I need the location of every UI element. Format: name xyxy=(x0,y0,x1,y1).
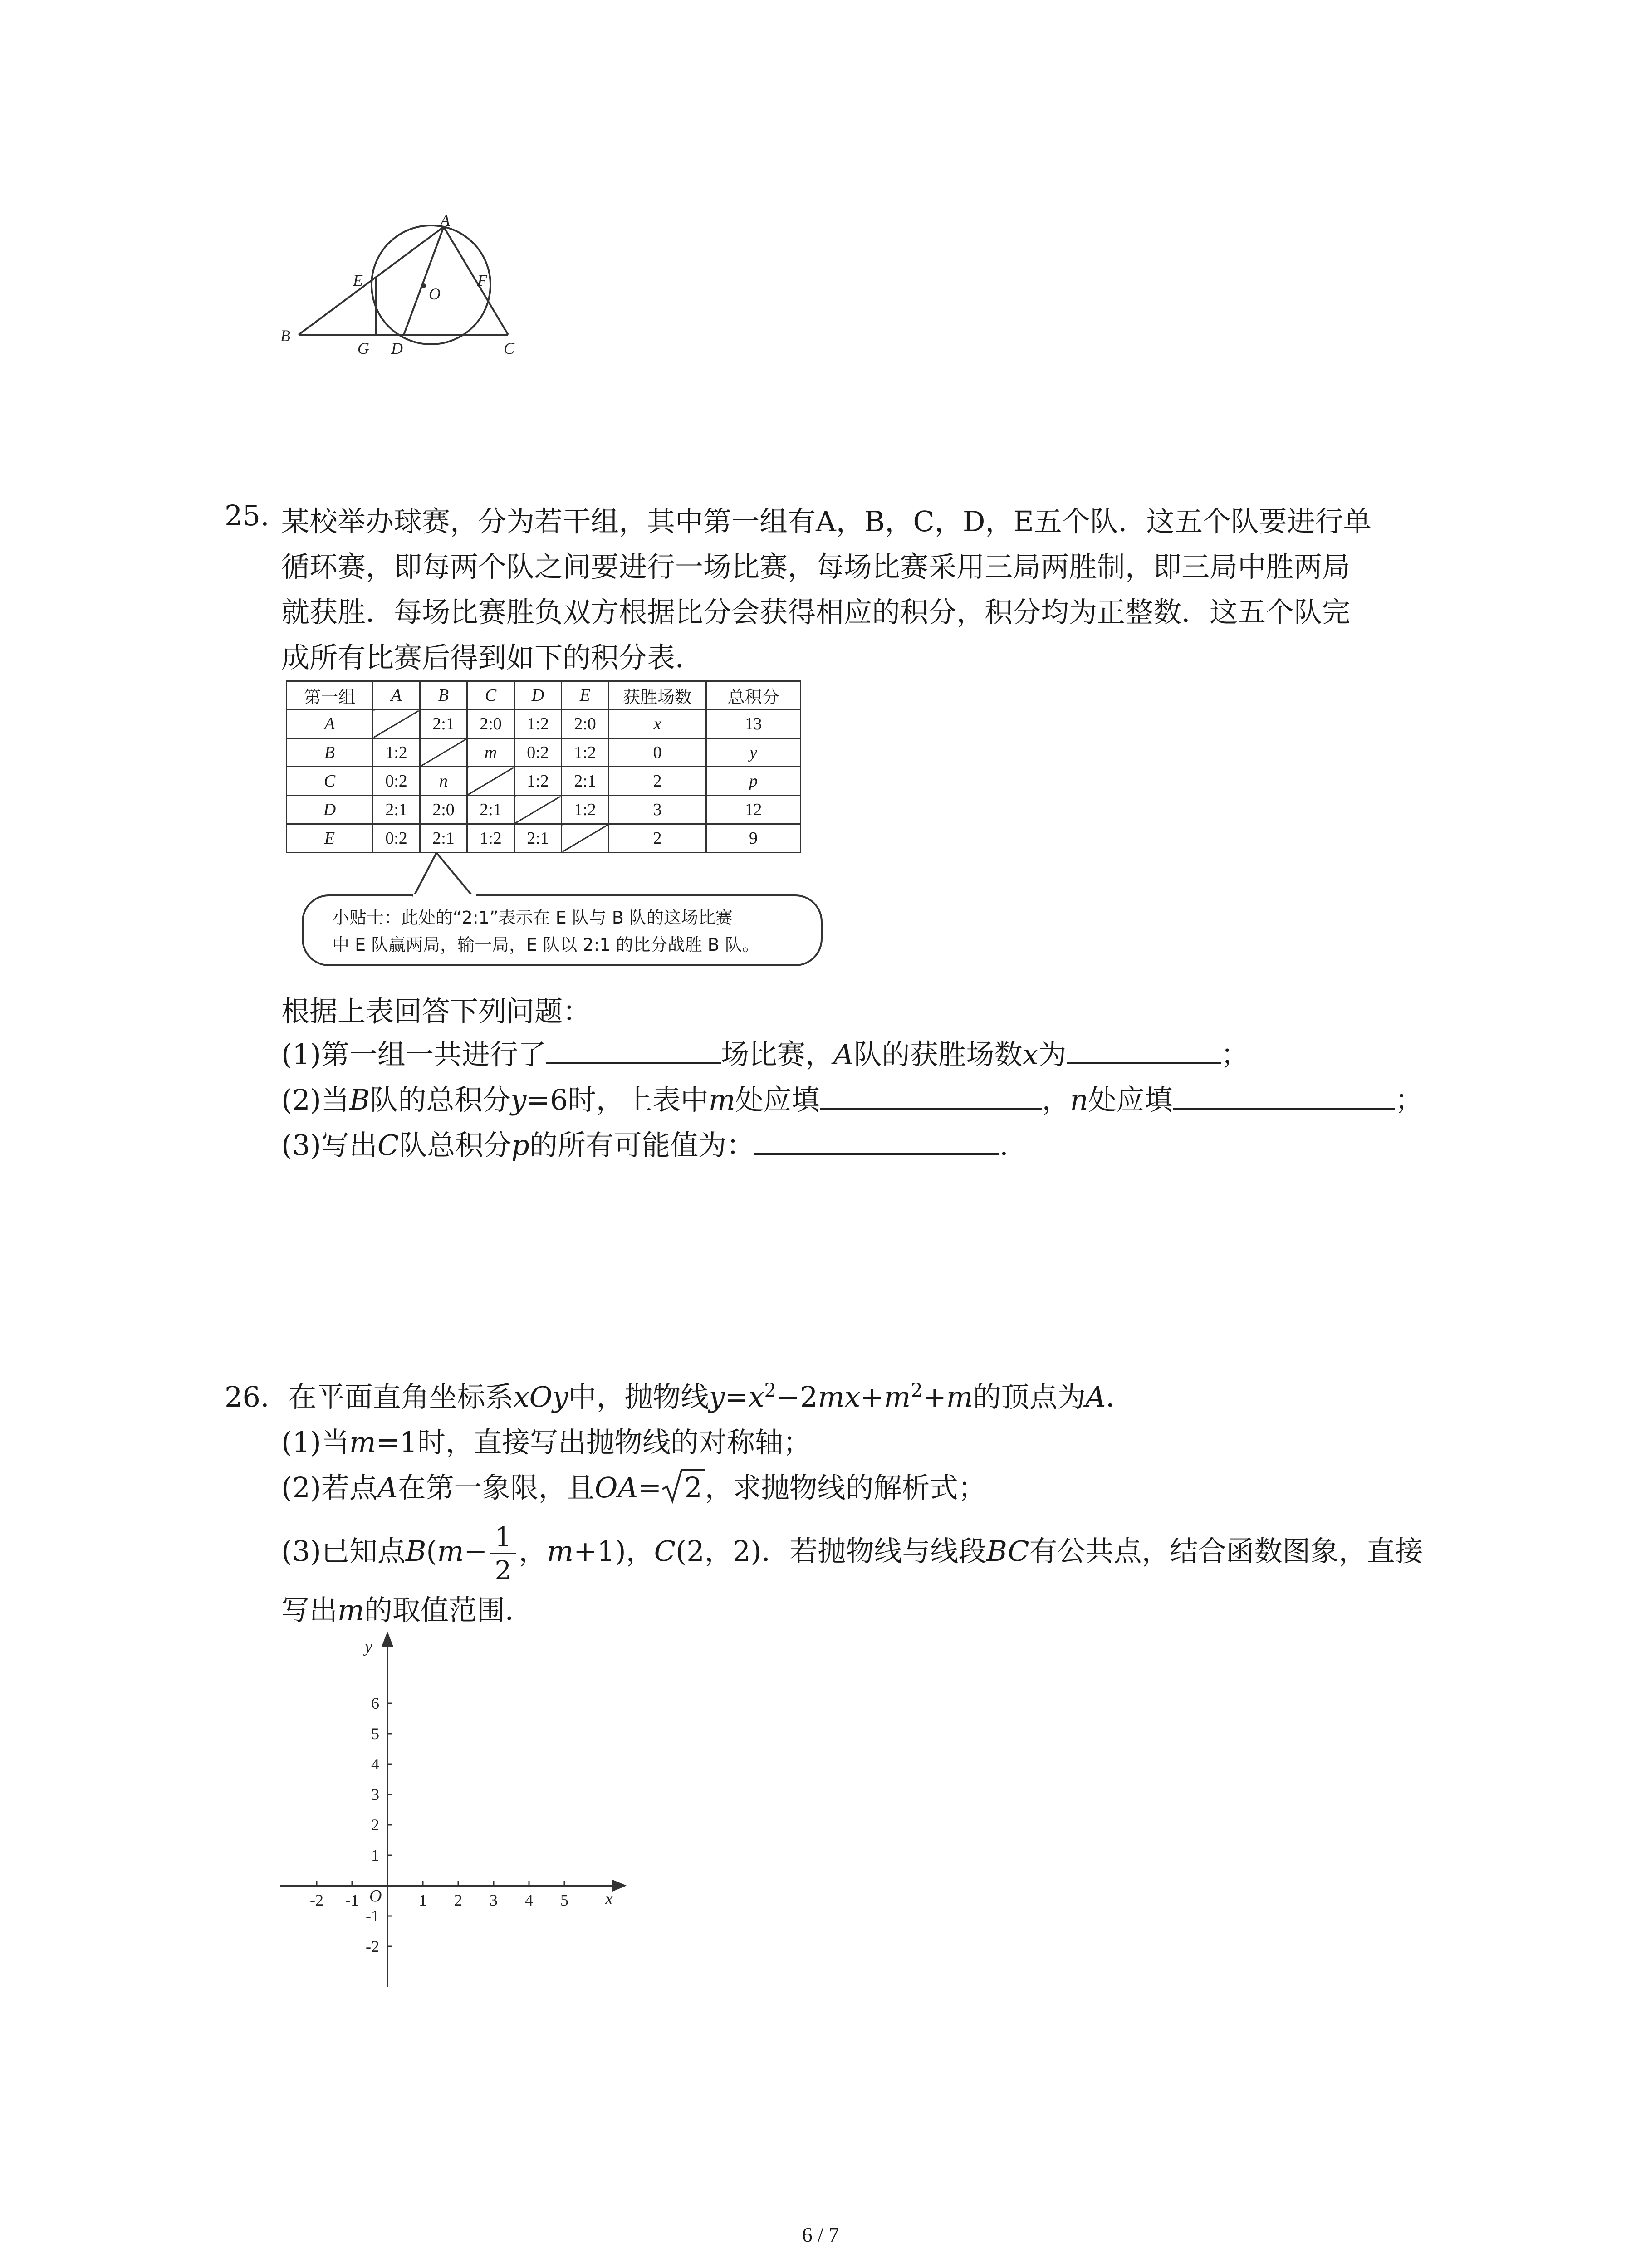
y-tick-label: 6 xyxy=(371,1694,379,1712)
table-cell: E xyxy=(287,824,373,853)
table-cell: 2:1 xyxy=(514,824,562,853)
q25-part2-text: ； xyxy=(1395,1083,1423,1116)
q26-part2 xyxy=(281,1465,986,1505)
table-cell: 2:1 xyxy=(420,824,467,853)
table-cell: 0:2 xyxy=(373,824,420,853)
table-cell: 2:0 xyxy=(562,710,609,738)
q26-part3-var: C xyxy=(654,1535,676,1568)
table-cell: 1:2 xyxy=(514,710,562,738)
q26-part3 xyxy=(281,1521,1423,1586)
q25-part3 xyxy=(281,1123,1009,1163)
diagonal-cell xyxy=(562,824,609,853)
table-cell: 2:1 xyxy=(373,796,420,824)
segment-ad xyxy=(404,227,444,335)
y-tick-label: 4 xyxy=(371,1755,379,1773)
table-cell: 0 xyxy=(609,738,706,767)
table-header-cell: C xyxy=(467,681,514,710)
q26-part3-var: m xyxy=(547,1535,574,1568)
table-cell: 13 xyxy=(706,710,801,738)
sqrt-sign xyxy=(661,1471,705,1504)
q25-part3-text: 的所有可能值为： xyxy=(529,1129,755,1162)
q25-part3-var: p xyxy=(511,1129,529,1162)
tip-text-line1: 小贴士：此处的“2:1”表示在 E 队与 B 队的这场比赛 xyxy=(332,908,733,928)
q26-part2-var: OA xyxy=(594,1471,638,1504)
q26-part3-text: ( xyxy=(426,1535,437,1568)
q25-part2-var: n xyxy=(1070,1083,1088,1116)
diagonal-cell xyxy=(420,738,467,767)
q25-number: 25. xyxy=(225,499,269,532)
q26-var: y xyxy=(709,1380,725,1413)
q26-part1 xyxy=(281,1420,811,1460)
q26-part3-text: (3)已知点 xyxy=(281,1535,406,1568)
q25-part1-text: ； xyxy=(1220,1038,1249,1071)
table-cell: 2:0 xyxy=(420,796,467,824)
q26-part3-var: BC xyxy=(986,1535,1029,1568)
label-g: G xyxy=(358,339,369,357)
q26-part3-text: +1)， xyxy=(573,1535,654,1568)
q26-part3-text: − xyxy=(464,1535,488,1568)
x-tick-label: -2 xyxy=(310,1891,323,1909)
q26-var: xOy xyxy=(513,1380,568,1413)
table-cell: 2:0 xyxy=(467,710,514,738)
q26-var: x xyxy=(748,1380,764,1413)
table-cell: 9 xyxy=(706,824,801,853)
q26-part2-text: (2)若点 xyxy=(281,1471,377,1504)
q25-part1-text: 为 xyxy=(1038,1038,1067,1071)
table-cell: B xyxy=(287,738,373,767)
x-tick-label: 3 xyxy=(490,1891,498,1909)
table-cell: 2 xyxy=(609,767,706,796)
q25-part2-var: m xyxy=(708,1083,735,1116)
table-cell: 12 xyxy=(706,796,801,824)
center-point xyxy=(421,284,426,288)
y-tick-label: -1 xyxy=(366,1907,379,1925)
answer-blank[interactable] xyxy=(1173,1108,1395,1110)
x-axis-arrow xyxy=(613,1881,624,1890)
q25-part2-var: y xyxy=(510,1083,527,1116)
q26-part2-var: A xyxy=(377,1471,398,1504)
q26-number: 26. xyxy=(225,1380,269,1413)
answer-blank[interactable] xyxy=(1067,1062,1221,1064)
label-c: C xyxy=(504,339,515,357)
q26-text: ． xyxy=(1106,1380,1134,1413)
label-e: E xyxy=(353,271,363,289)
y-tick-label: -2 xyxy=(366,1937,379,1955)
q26-part2-text: 在第一象限，且 xyxy=(397,1471,595,1504)
q26-part1-text: (1)当 xyxy=(281,1426,349,1459)
q25-part2 xyxy=(281,1077,1423,1118)
q25-part2-text: 队的总积分 xyxy=(370,1083,511,1116)
table-row xyxy=(287,710,801,738)
origin-label: O xyxy=(369,1887,382,1906)
label-f: F xyxy=(477,271,487,289)
q25-part1-text: 场比赛， xyxy=(720,1038,833,1071)
q26-stem xyxy=(225,1374,1134,1415)
q26-text: + xyxy=(922,1380,946,1413)
answer-blank[interactable] xyxy=(754,1153,999,1155)
fraction xyxy=(490,1521,516,1586)
q26-part3-text: ， xyxy=(519,1535,547,1568)
table-cell: x xyxy=(609,710,706,738)
table-header-row xyxy=(287,681,801,710)
table-cell: 1:2 xyxy=(467,824,514,853)
page-number: 6 / 7 xyxy=(802,2223,839,2246)
x-tick-label: -1 xyxy=(345,1891,359,1909)
tip-text-line2: 中 E 队赢两局，输一局，E 队以 2:1 的比分战胜 B 队。 xyxy=(332,935,759,955)
q25-stem-line3: 就获胜．每场比赛胜负双方根据比分会获得相应的积分，积分均为正整数．这五个队完 xyxy=(281,596,1351,629)
diagonal-cell xyxy=(467,767,514,796)
table-row xyxy=(287,796,801,824)
q25-part2-var: B xyxy=(349,1083,370,1116)
table-cell: 1:2 xyxy=(514,767,562,796)
q26-part3-text: (2，2)．若抛物线与线段 xyxy=(676,1535,987,1568)
x-tick-label: 1 xyxy=(419,1891,427,1909)
table-cell: m xyxy=(467,738,514,767)
table-cell: 1:2 xyxy=(373,738,420,767)
q25-part2-text: 处应填 xyxy=(1088,1083,1173,1116)
q26-part3-var: B xyxy=(405,1535,426,1568)
x-axis-label: x xyxy=(605,1889,613,1908)
q25-part1-var: A xyxy=(833,1038,854,1071)
q26-text: = xyxy=(725,1380,749,1413)
answer-blank[interactable] xyxy=(820,1108,1042,1110)
table-cell: 0:2 xyxy=(514,738,562,767)
x-tick-label: 4 xyxy=(525,1891,533,1909)
table-header-cell: 第一组 xyxy=(287,681,373,710)
q26-text: 中，抛物线 xyxy=(568,1380,709,1413)
table-cell: 3 xyxy=(609,796,706,824)
label-a: A xyxy=(440,213,450,230)
q25-part3-text: . xyxy=(999,1129,1009,1162)
table-header-cell: D xyxy=(514,681,562,710)
q26-text: + xyxy=(860,1380,884,1413)
q25-part3-var: C xyxy=(377,1129,399,1162)
table-header-cell: A xyxy=(373,681,420,710)
q25-part3-text: 队总积分 xyxy=(399,1129,512,1162)
q26-text: 的顶点为 xyxy=(973,1380,1086,1413)
q26-part3-var: m xyxy=(437,1535,464,1568)
answer-blank[interactable] xyxy=(546,1062,721,1064)
q26-exponent: 2 xyxy=(911,1379,923,1402)
coordinate-axes xyxy=(272,1628,635,1991)
table-row xyxy=(287,767,801,796)
q25-stem-line4: 成所有比赛后得到如下的积分表． xyxy=(281,641,704,674)
table-cell: y xyxy=(706,738,801,767)
q26-part3-text: 有公共点，结合函数图象，直接 xyxy=(1029,1535,1423,1568)
x-tick-label: 2 xyxy=(454,1891,462,1909)
score-table xyxy=(286,680,801,853)
q26-exponent: 2 xyxy=(764,1379,777,1402)
y-tick-label: 5 xyxy=(371,1725,379,1743)
q26-part2-text: ，求抛物线的解析式； xyxy=(705,1471,986,1504)
y-axis-label: y xyxy=(365,1637,372,1656)
y-tick-label: 2 xyxy=(371,1816,379,1834)
y-tick-label: 1 xyxy=(371,1846,379,1864)
sqrt-radicand: 2 xyxy=(681,1469,705,1504)
table-cell: 1:2 xyxy=(562,738,609,767)
label-o: O xyxy=(429,285,441,303)
table-cell: n xyxy=(420,767,467,796)
q26-part3-text: 写出 xyxy=(281,1593,338,1627)
q25-part3-text: (3)写出 xyxy=(281,1129,377,1162)
table-header-cell: B xyxy=(420,681,467,710)
q25-part1-text: 队的获胜场数 xyxy=(853,1038,1023,1071)
q26-var: m xyxy=(946,1380,973,1413)
table-cell: 2:1 xyxy=(562,767,609,796)
table-cell: 2 xyxy=(609,824,706,853)
table-cell: A xyxy=(287,710,373,738)
table-header-cell: 总积分 xyxy=(706,681,801,710)
q26-part1-text: =1时，直接写出抛物线的对称轴； xyxy=(376,1426,812,1459)
q26-var: mx xyxy=(818,1380,861,1413)
table-header-cell: E xyxy=(562,681,609,710)
q26-text: 在平面直角坐标系 xyxy=(288,1380,514,1413)
q26-part3-text: 的取值范围． xyxy=(364,1593,533,1627)
table-row xyxy=(287,738,801,767)
table-cell: 2:1 xyxy=(420,710,467,738)
fraction-denominator: 2 xyxy=(495,1555,512,1586)
table-cell: C xyxy=(287,767,373,796)
table-cell: 2:1 xyxy=(467,796,514,824)
q26-part3-line2 xyxy=(281,1588,533,1628)
q26-var: m xyxy=(884,1380,911,1413)
fraction-numerator: 1 xyxy=(490,1521,516,1554)
q25-part1-text: (1)第一组一共进行了 xyxy=(281,1038,546,1071)
label-b: B xyxy=(280,327,290,345)
q26-var: A xyxy=(1085,1380,1106,1413)
q25-part2-text: =6时，上表中 xyxy=(526,1083,709,1116)
table-row xyxy=(287,824,801,853)
table-cell: 0:2 xyxy=(373,767,420,796)
q25-part1 xyxy=(281,1032,1249,1072)
diagonal-cell xyxy=(514,796,562,824)
segment-ba xyxy=(299,227,444,335)
q25-part2-text: (2)当 xyxy=(281,1083,349,1116)
y-tick-label: 3 xyxy=(371,1785,379,1804)
q25-part2-text: ， xyxy=(1042,1083,1070,1116)
table-cell: p xyxy=(706,767,801,796)
q25-stem-line2: 循环赛，即每两个队之间要进行一场比赛，每场比赛采用三局两胜制，即三局中胜两局 xyxy=(281,550,1351,583)
q25-stem-line1: 某校举办球赛，分为若干组，其中第一组有A，B，C，D，E五个队．这五个队要进行单 xyxy=(281,505,1372,538)
q26-part1-var: m xyxy=(349,1426,376,1459)
q26-part3-var: m xyxy=(338,1593,364,1627)
y-axis-arrow xyxy=(383,1634,392,1646)
q26-part2-text: = xyxy=(638,1471,662,1504)
table-cell: 1:2 xyxy=(562,796,609,824)
table-header-cell: 获胜场数 xyxy=(609,681,706,710)
table-cell: D xyxy=(287,796,373,824)
q25-part2-text: 处应填 xyxy=(735,1083,820,1116)
segment-ac xyxy=(444,227,508,335)
q25-prompt: 根据上表回答下列问题： xyxy=(281,995,591,1028)
q26-text: −2 xyxy=(776,1380,818,1413)
x-tick-label: 5 xyxy=(560,1891,568,1909)
q25-part1-var: x xyxy=(1022,1038,1038,1071)
diagonal-cell xyxy=(373,710,420,738)
geometry-figure xyxy=(272,213,544,363)
label-d: D xyxy=(391,339,403,357)
